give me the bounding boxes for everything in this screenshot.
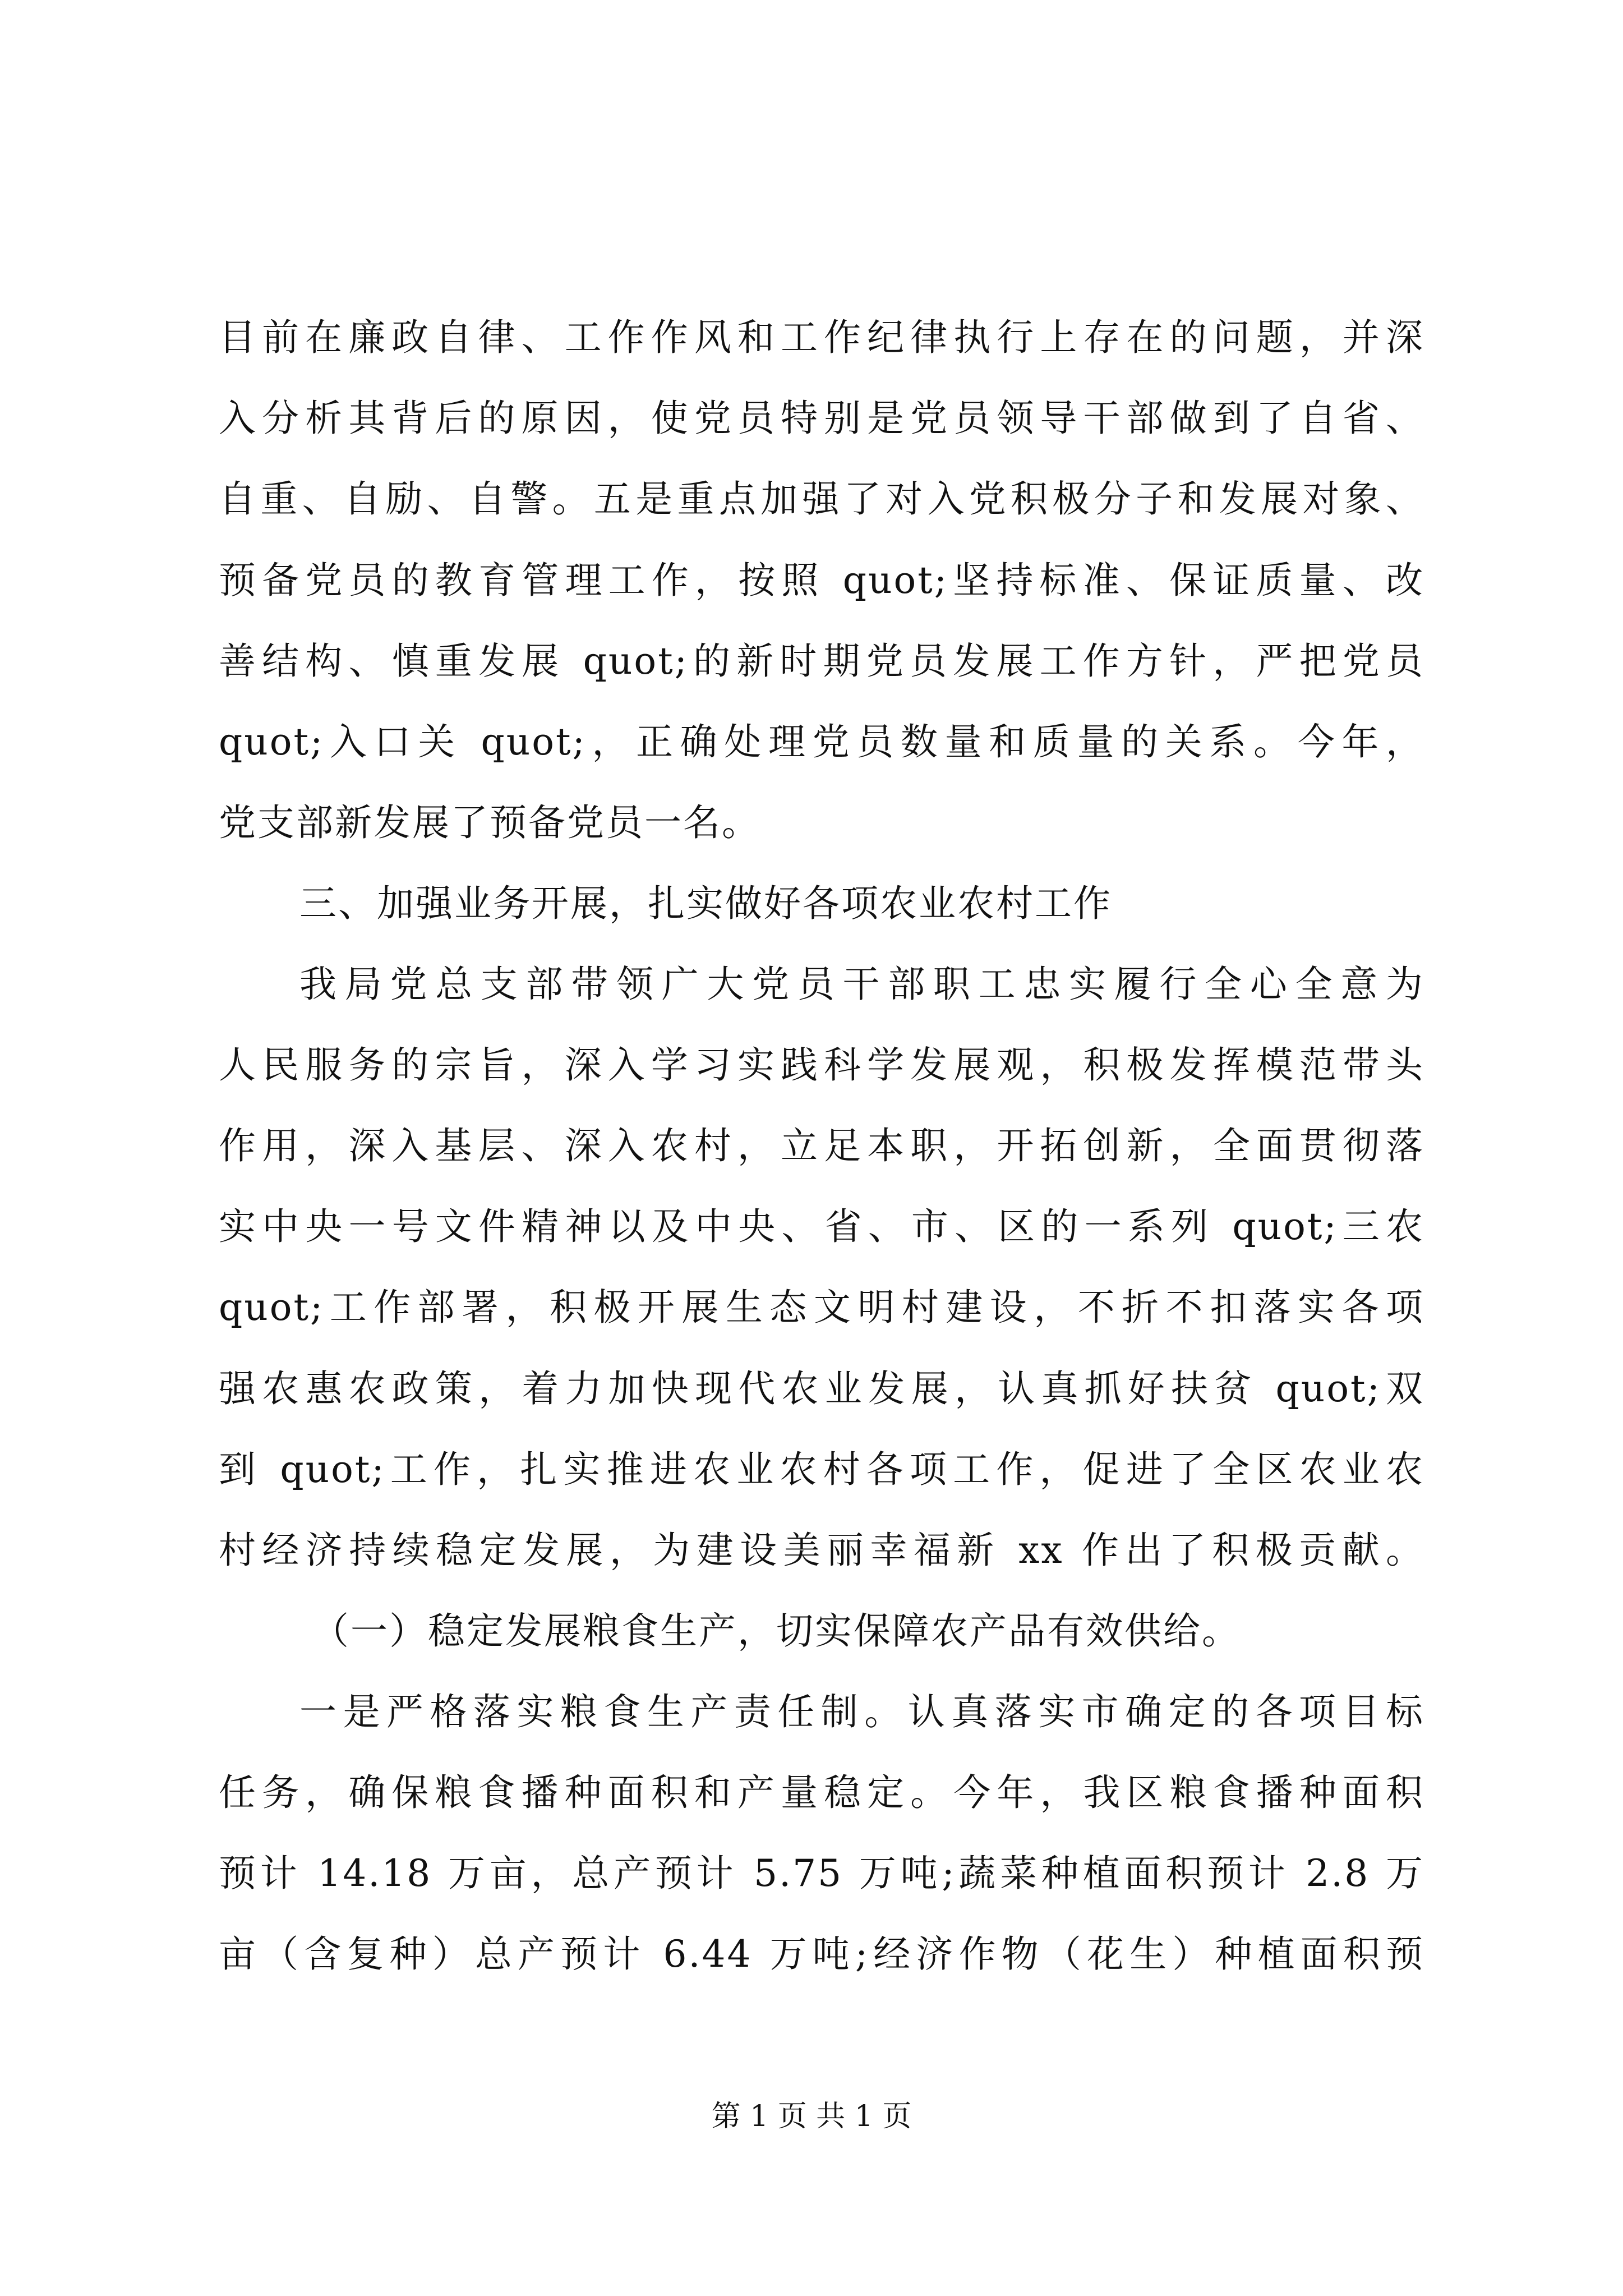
paragraph-line: quot;入口关 quot;，正确处理党员数量和质量的关系。今年， [219, 720, 1424, 763]
paragraph-line: quot;工作部署，积极开展生态文明村建设，不折不扣落实各项 [219, 1286, 1424, 1329]
paragraph-line: 预备党员的教育管理工作，按照 quot;坚持标准、保证质量、改 [219, 559, 1424, 602]
paragraph-line: 自重、自励、自警。五是重点加强了对入党积极分子和发展对象、 [219, 477, 1424, 521]
paragraph-line: 强农惠农政策，着力加快现代农业发展，认真抓好扶贫 quot;双 [219, 1367, 1424, 1410]
paragraph-line: 实中央一号文件精神以及中央、省、市、区的一系列 quot;三农 [219, 1205, 1424, 1248]
paragraph-line: 作用，深入基层、深入农村，立足本职，开拓创新，全面贯彻落 [219, 1124, 1424, 1167]
page-footer: 第 1 页 共 1 页 [711, 2100, 912, 2133]
paragraph-line: 入分析其背后的原因，使党员特别是党员领导干部做到了自省、 [219, 397, 1424, 440]
paragraph-line: 党支部新发展了预备党员一名。 [219, 801, 760, 844]
section-heading: 三、加强业务开展，扎实做好各项农业农村工作 [299, 882, 1112, 925]
paragraph-line: 亩（含复种）总产预计 6.44 万吨;经济作物（花生）种植面积预 [219, 1932, 1424, 1976]
paragraph-line: 到 quot;工作，扎实推进农业农村各项工作，促进了全区农业农 [219, 1448, 1424, 1491]
paragraph-line: 村经济持续稳定发展，为建设美丽幸福新 xx 作出了积极贡献。 [219, 1529, 1424, 1572]
paragraph-line: 人民服务的宗旨，深入学习实践科学发展观，积极发挥模范带头 [219, 1043, 1424, 1087]
paragraph-line: 善结构、慎重发展 quot;的新时期党员发展工作方针，严把党员 [219, 639, 1424, 683]
paragraph-line: 任务，确保粮食播种面积和产量稳定。今年，我区粮食播种面积 [219, 1771, 1424, 1814]
subsection-heading: （一）稳定发展粮食生产，切实保障农产品有效供给。 [312, 1609, 1241, 1653]
paragraph-line: 一是严格落实粮食生产责任制。认真落实市确定的各项目标 [299, 1690, 1424, 1733]
paragraph-line: 我局党总支部带领广大党员干部职工忠实履行全心全意为 [299, 963, 1424, 1006]
paragraph-line: 预计 14.18 万亩，总产预计 5.75 万吨;蔬菜种植面积预计 2.8 万 [219, 1852, 1424, 1895]
paragraph-line: 目前在廉政自律、工作作风和工作纪律执行上存在的问题，并深 [219, 316, 1424, 359]
